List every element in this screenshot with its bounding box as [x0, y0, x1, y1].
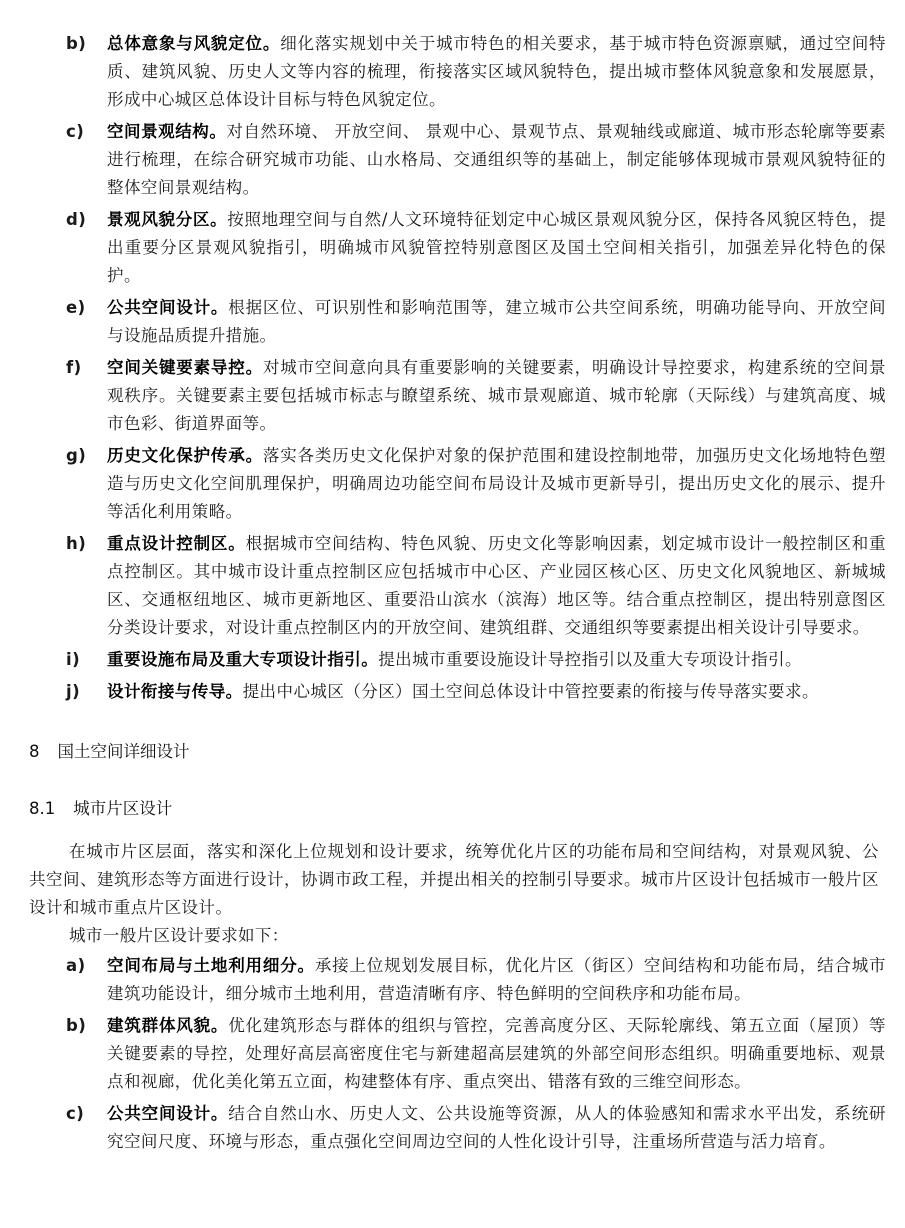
- design-items-list: [66, 30, 886, 710]
- item-title: 历史文化保护传承: [107, 446, 246, 465]
- item-marker: c): [66, 122, 85, 141]
- item-text: 结合自然山水、历史人文、公共设施等资源，从人的体验感知和需求水平出发，系统研究空间尺度、环境与形态，重点强化空间周边空间的人性化设计引导，注重场所营造与活力培育。: [107, 1104, 887, 1151]
- list-item: d) 景观风貌分区。按照地理空间与自然/人文环境特征划定中心城区景观风貌分区，保持各风貌区特色，提出重要分区景观风貌指引，明确城市风貌管控特别意图区及国土空间相关指引，加强差异化特色的保护。: [66, 206, 886, 290]
- district-items-list: [66, 952, 886, 1160]
- section-title: 国土空间详细设计: [57, 742, 190, 761]
- item-marker: c): [66, 1104, 85, 1123]
- item-marker: b): [66, 1016, 87, 1035]
- list-item: e) 公共空间设计。根据区位、可识别性和影响范围等，建立城市公共空间系统，明确功能导向、开放空间与设施品质提升措施。: [66, 294, 886, 350]
- list-item: i) 重要设施布局及重大专项设计指引。提出城市重要设施设计导控指引以及重大专项设计指引。: [66, 646, 886, 674]
- list-item: b) 建筑群体风貌。优化建筑形态与群体的组织与管控，完善高度分区、天际轮廓线、第五立面（屋顶）等关键要素的导控，处理好高层高密度住宅与新建超高层建筑的外部空间形态组织。明确重要地标、观景点和视廊，优化美化第五立面，构建整体有序、重点突出、错落有致的三维空间形态。: [66, 1012, 886, 1096]
- item-marker: h): [66, 534, 87, 553]
- item-marker: g): [66, 446, 87, 465]
- item-text: 优化建筑形态与群体的组织与管控，完善高度分区、天际轮廓线、第五立面（屋顶）等关键要素的导控，处理好高层高密度住宅与新建超高层建筑的外部空间形态组织。明确重要地标、观景点和视廊，优化美化第五立面，构建整体有序、重点突出、错落有致的三维空间形态。: [107, 1016, 887, 1091]
- item-title: 空间布局与土地利用细分: [107, 956, 298, 975]
- item-text: 按照地理空间与自然/人文环境特征划定中心城区景观风貌分区，保持各风貌区特色，提出重要分区景观风貌指引，明确城市风貌管控特别意图区及国土空间相关指引，加强差异化特色的保护。: [107, 210, 887, 285]
- list-item: c) 公共空间设计。结合自然山水、历史人文、公共设施等资源，从人的体验感知和需求水平出发，系统研究空间尺度、环境与形态，重点强化空间周边空间的人性化设计引导，注重场所营造与活力培育。: [66, 1100, 886, 1156]
- item-marker: j): [66, 682, 81, 701]
- section-number: 8: [29, 742, 40, 761]
- item-marker: e): [66, 298, 86, 317]
- list-item: c) 空间景观结构。对自然环境、 开放空间、 景观中心、景观节点、景观轴线或廊道、城市形态轮廓等要素进行梳理，在综合研究城市功能、山水格局、交通组织等的基础上，制定能够体现城市景观风貌特征的整体空间景观结构。: [66, 118, 886, 202]
- item-marker: b): [66, 34, 87, 53]
- list-item: f) 空间关键要素导控。对城市空间意向具有重要影响的关键要素，明确设计导控要求，构建系统的空间景观秩序。关键要素主要包括城市标志与瞭望系统、城市景观廊道、城市轮廓（天际线）与建筑高度、城市色彩、街道界面等。: [66, 354, 886, 438]
- item-text: 提出中心城区（分区）国土空间总体设计中管控要素的衔接与传导落实要求。: [242, 682, 819, 701]
- item-title: 设计衔接与传导: [107, 682, 226, 701]
- item-title: 空间景观结构: [107, 122, 210, 141]
- item-text: 对自然环境、 开放空间、 景观中心、景观节点、景观轴线或廊道、城市形态轮廓等要素进行梳理，在综合研究城市功能、山水格局、交通组织等的基础上，制定能够体现城市景观风貌特征的整体空间景观结构。: [107, 122, 887, 197]
- list-item: g) 历史文化保护传承。落实各类历史文化保护对象的保护范围和建设控制地带，加强历史文化场地特色塑造与历史文化空间肌理保护，明确周边功能空间布局设计及城市更新导引，提出历史文化的展示、提升等活化利用策略。: [66, 442, 886, 526]
- item-text: 根据城市空间结构、特色风貌、历史文化等影响因素，划定城市设计一般控制区和重点控制区。其中城市设计重点控制区应包括城市中心区、产业园区核心区、历史文化风貌地区、新城城区、交通枢纽地区、城市更新地区、重要沿山滨水（滨海）地区等。结合重点控制区，提出特别意图区分类设计要求，对设计重点控制区内的开放空间、建筑组群、交通组织等要素提出相关设计引导要求。: [107, 534, 886, 637]
- item-marker: a): [66, 956, 86, 975]
- item-title: 总体意象与风貌定位: [107, 34, 263, 53]
- item-title: 重要设施布局及重大专项设计指引: [107, 650, 362, 669]
- list-item: b) 总体意象与风貌定位。细化落实规划中关于城市特色的相关要求，基于城市特色资源禀赋，通过空间特质、建筑风貌、历史人文等内容的梳理，衔接落实区域风貌特色，提出城市整体风貌意象和发展愿景，形成中心城区总体设计目标与特色风貌定位。: [66, 30, 886, 114]
- item-marker: d): [66, 210, 87, 229]
- item-text: 细化落实规划中关于城市特色的相关要求，基于城市特色资源禀赋，通过空间特质、建筑风貌、历史人文等内容的梳理，衔接落实区域风貌特色，提出城市整体风貌意象和发展愿景，形成中心城区总体设计目标与特色风貌定位。: [107, 34, 886, 109]
- list-item: h) 重点设计控制区。根据城市空间结构、特色风貌、历史文化等影响因素，划定城市设计一般控制区和重点控制区。其中城市设计重点控制区应包括城市中心区、产业园区核心区、历史文化风貌地区、新城城区、交通枢纽地区、城市更新地区、重要沿山滨水（滨海）地区等。结合重点控制区，提出特别意图区分类设计要求，对设计重点控制区内的开放空间、建筑组群、交通组织等要素提出相关设计引导要求。: [66, 530, 886, 642]
- item-title: 重点设计控制区: [107, 534, 229, 553]
- item-title: 景观风貌分区: [107, 210, 211, 229]
- general-intro: 城市一般片区设计要求如下：: [69, 926, 289, 945]
- section-heading-8-1: [29, 795, 172, 823]
- list-item: j) 设计衔接与传导。提出中心城区（分区）国土空间总体设计中管控要素的衔接与传导落实要求。: [66, 678, 886, 706]
- item-title: 建筑群体风貌: [107, 1016, 211, 1035]
- item-marker: f): [66, 358, 82, 377]
- item-text: 承接上位规划发展目标，优化片区（街区）空间结构和功能布局，结合城市建筑功能设计，细分城市土地利用，营造清晰有序、特色鲜明的空间秩序和功能布局。: [107, 956, 887, 1003]
- item-text: 落实各类历史文化保护对象的保护范围和建设控制地带，加强历史文化场地特色塑造与历史文化空间肌理保护，明确周边功能空间布局设计及城市更新导引，提出历史文化的展示、提升等活化利用策略。: [107, 446, 887, 521]
- section-number: 8.1: [29, 799, 56, 818]
- item-text: 提出城市重要设施设计导控指引以及重大专项设计指引。: [378, 650, 802, 669]
- section-title: 城市片区设计: [73, 799, 173, 818]
- list-item: a) 空间布局与土地利用细分。承接上位规划发展目标，优化片区（街区）空间结构和功能布局，结合城市建筑功能设计，细分城市土地利用，营造清晰有序、特色鲜明的空间秩序和功能布局。: [66, 952, 886, 1008]
- intro-paragraph: 在城市片区层面，落实和深化上位规划和设计要求，统筹优化片区的功能布局和空间结构，对景观风貌、公共空间、建筑形态等方面进行设计，协调市政工程，并提出相关的控制引导要求。城市片区设计包括城市一般片区设计和城市重点片区设计。: [29, 842, 879, 917]
- item-title: 公共空间设计: [107, 1104, 211, 1123]
- item-text: 根据区位、可识别性和影响范围等，建立城市公共空间系统，明确功能导向、开放空间与设施品质提升措施。: [107, 298, 887, 345]
- item-text: 对城市空间意向具有重要影响的关键要素，明确设计导控要求，构建系统的空间景观秩序。关键要素主要包括城市标志与瞭望系统、城市景观廊道、城市轮廓（天际线）与建筑高度、城市色彩、街道界面等。: [107, 358, 887, 433]
- section-heading-8: [29, 738, 190, 766]
- item-title: 公共空间设计: [107, 298, 211, 317]
- item-marker: i): [66, 650, 81, 669]
- item-title: 空间关键要素导控: [107, 358, 246, 377]
